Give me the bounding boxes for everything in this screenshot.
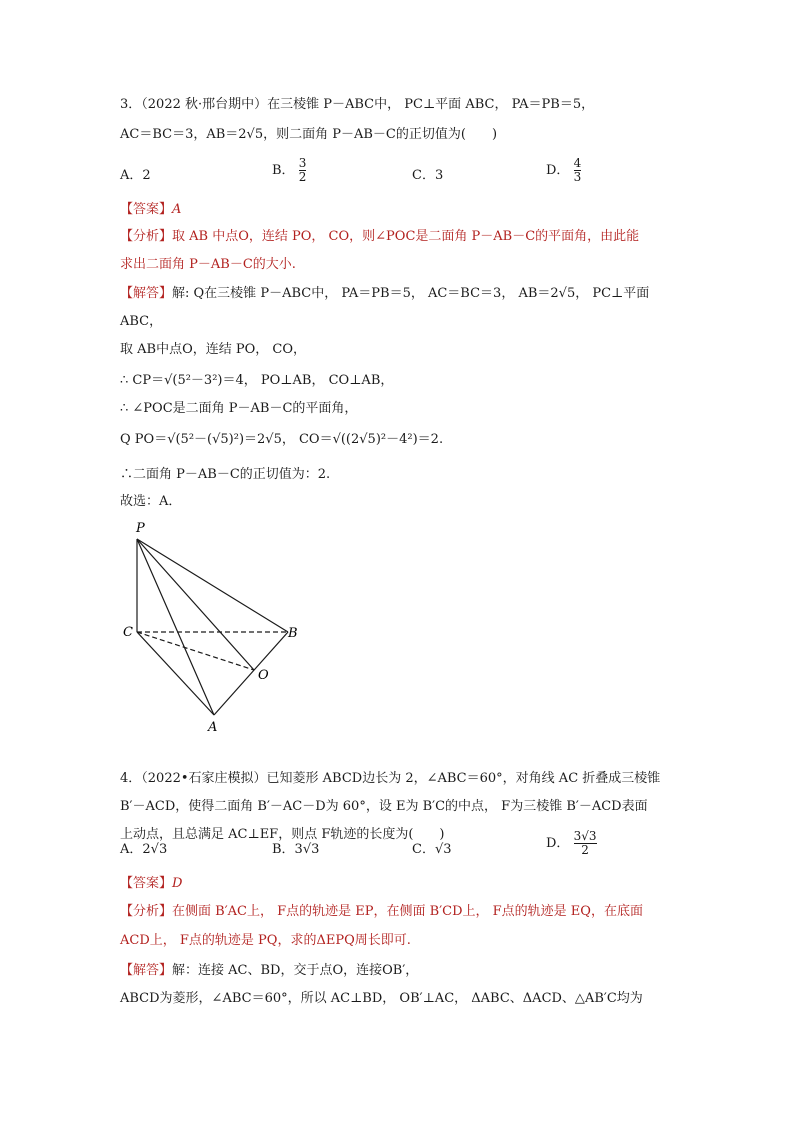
vertex-label-C: C [123,625,133,640]
q3-option-c: C．3 [412,168,444,183]
edge-AB [214,632,288,715]
q4-stem-line2: B′－ACD，使得二面角 B′－AC－D为 60°，设 E为 B′C的中点， F为三棱锥 B′－ACD表面 [120,799,648,814]
edge-PB [137,539,288,632]
q4-option-b: B．3√3 [272,842,320,857]
q4-stem-line1: 4．（2022•石家庄模拟）已知菱形 ABCD边长为 2，∠ABC＝60°，对角线 AC 折叠成三棱锥 [120,771,661,786]
fraction-numerator: 3√3 [573,829,597,843]
q3-solution-line6: Q PO＝√(5²－(√5)²)＝2√5， CO＝√((2√5)²－4²)＝2. [120,432,444,447]
vertex-label-O: O [258,668,269,683]
q4-option-d [546,830,597,857]
q3-solution-line4: ∴ CP＝√(5²－3²)＝4， PO⊥AB， CO⊥AB， [120,373,394,388]
solution-label: 【解答】 [120,963,173,978]
fraction-denominator: 2 [581,843,589,857]
q3-answer [120,201,181,219]
answer-value: D [172,876,183,891]
answer-label: 【答案】 [120,202,173,217]
q3-stem-line2: AC＝BC＝3，AB＝2√5，则二面角 P－AB－C的正切值为( ) [120,127,498,142]
q4-option-d-label: D． [546,836,570,851]
edge-PA [137,539,214,715]
analysis-text: 在侧面 B′AC上， F点的轨迹是 EP，在侧面 B′CD上， F点的轨迹是 EQ，在底面 [172,904,643,919]
q4-option-c: C．√3 [412,842,452,857]
q4-answer [120,875,182,893]
vertex-label-P: P [136,521,145,536]
q4-option-d-fraction [574,830,597,857]
q3-solution-line1 [120,285,649,303]
q4-stem-line3: 上动点，且总满足 AC⊥EF，则点 F轨迹的长度为( ) [120,827,445,842]
q3-option-b-fraction [299,157,307,184]
fraction-denominator: 3 [573,170,582,184]
q3-analysis-line2: 求出二面角 P－AB－C的大小. [120,257,296,272]
q3-stem-line1: 3．（2022 秋·邢台期中）在三棱锥 P－ABC中， PC⊥平面 ABC， PA＝PB＝5， [120,97,595,112]
tetrahedron-figure [110,515,310,735]
q3-option-d-fraction [574,157,582,184]
vertex-label-A: A [208,720,218,735]
q3-analysis-line1 [120,228,639,246]
q3-option-d [546,157,581,184]
analysis-text: 取 AB 中点O，连结 PO， CO，则∠POC是二面角 P－AB－C的平面角，由此能 [172,229,640,244]
answer-label: 【答案】 [120,876,173,891]
q3-option-b-label: B． [272,163,295,178]
fraction-numerator: 3 [298,156,307,170]
fraction-denominator: 2 [298,170,307,184]
q4-solution-line1 [120,962,418,980]
analysis-label: 【分析】 [120,904,173,919]
q3-option-b [272,157,306,184]
analysis-label: 【分析】 [120,229,173,244]
q3-option-a: A．2 [120,168,151,183]
q4-option-a: A．2√3 [120,842,168,857]
q4-solution-line2: ABCD为菱形，∠ABC＝60°，所以 AC⊥BD， OB′⊥AC， ΔABC、ΔACD、△AB′C均为 [120,991,643,1006]
answer-value: A [172,202,182,217]
q3-solution-line3: 取 AB中点O，连结 PO， CO， [120,342,307,357]
q3-choose: 故选：A． [120,494,182,509]
q4-analysis-line1 [120,903,643,921]
q3-option-d-label: D． [546,163,570,178]
q3-solution-line5: ∴ ∠POC是二面角 P－AB－C的平面角， [120,401,358,416]
solution-label: 【解答】 [120,286,173,301]
solution-text: 解: Q在三棱锥 P－ABC中， PA＝PB＝5， AC＝BC＝3， AB＝2√5， PC⊥平面 [172,286,650,301]
fraction-numerator: 4 [573,156,582,170]
q3-solution-line2: ABC， [120,314,163,329]
solution-text: 解：连接 AC、BD，交于点O，连接OB′， [172,963,419,978]
q3-solution-line7: ∴二面角 P－AB－C的正切值为：2. [120,467,331,482]
q4-analysis-line2: ACD上， F点的轨迹是 PQ，求的ΔEPQ周长即可. [120,933,411,948]
vertex-label-B: B [288,626,298,641]
